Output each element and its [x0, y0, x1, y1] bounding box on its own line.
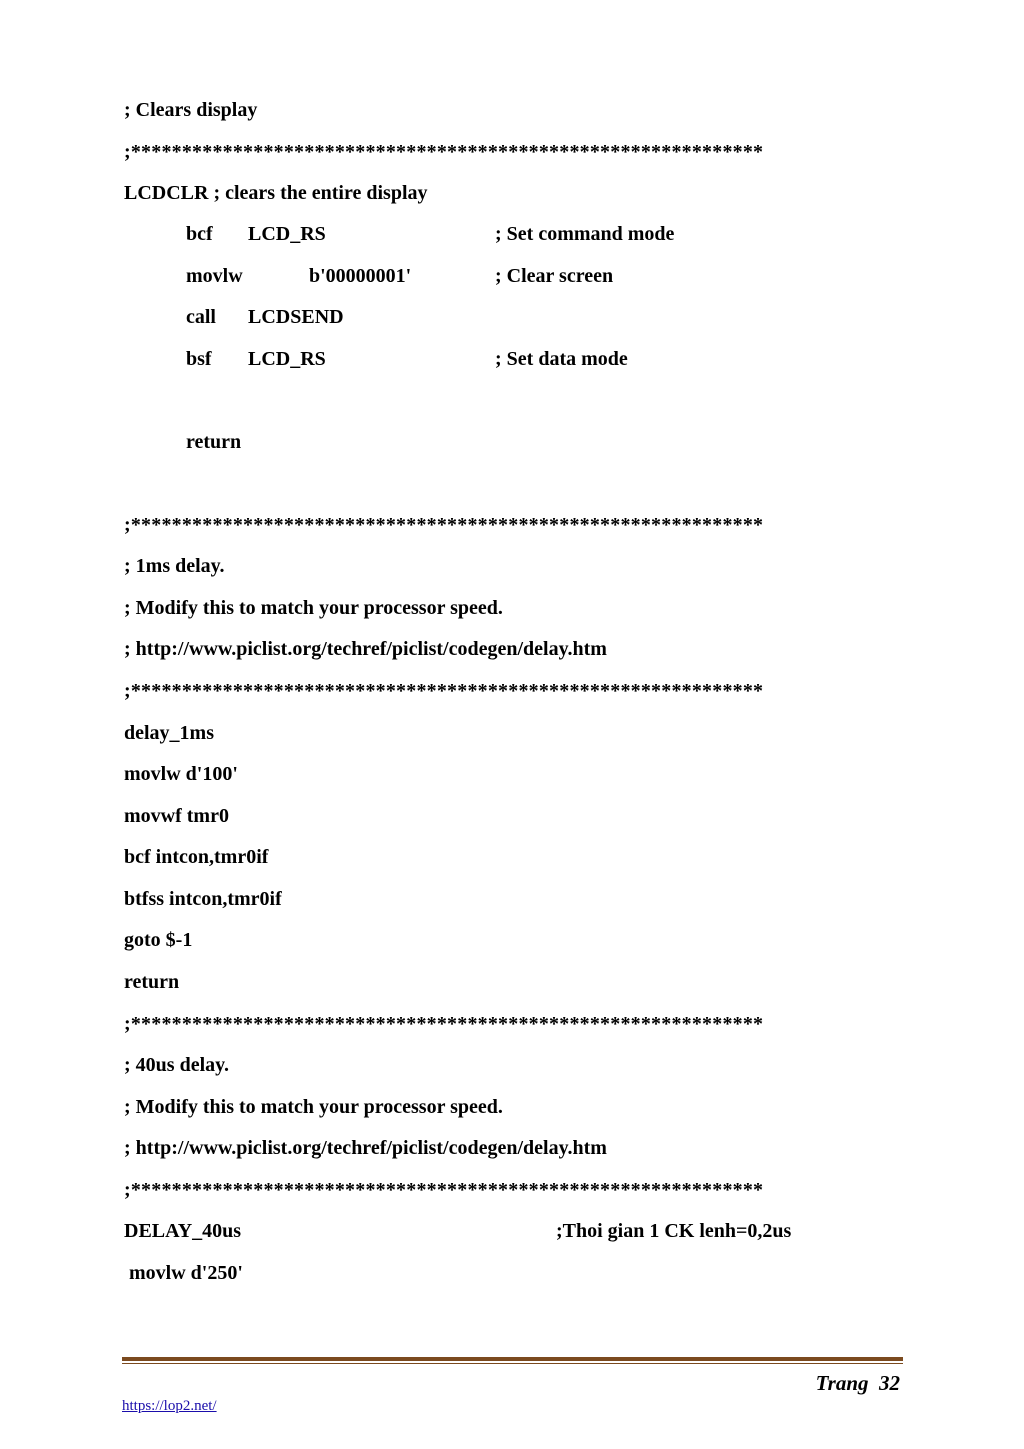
comment-modify-speed: ; Modify this to match your processor speed. [124, 1096, 503, 1118]
footer-link[interactable]: https://lop2.net/ [122, 1398, 217, 1414]
comment-40us-delay: ; 40us delay. [124, 1054, 230, 1076]
code-line: bcf intcon,tmr0if [124, 846, 269, 868]
opcode: call [186, 306, 216, 328]
lcdclr-return: return [186, 431, 242, 453]
separator-line: ;************************************************************** [124, 680, 764, 702]
inline-comment: ; Clear screen [495, 265, 614, 287]
opcode: bcf [186, 223, 213, 245]
inline-comment: ; Set data mode [495, 348, 628, 370]
comment-1ms-delay: ; 1ms delay. [124, 555, 225, 577]
delay-40us-comment: ;Thoi gian 1 CK lenh=0,2us [556, 1220, 792, 1242]
operand: LCD_RS [248, 223, 326, 245]
inline-comment: ; Set command mode [495, 223, 675, 245]
separator-line: ;************************************************************** [124, 141, 764, 163]
operand: LCDSEND [248, 306, 344, 328]
separator-line: ;************************************************************** [124, 1013, 764, 1035]
operand: LCD_RS [248, 348, 326, 370]
comment-url: ; http://www.piclist.org/techref/piclist/codegen/delay.htm [124, 638, 607, 660]
code-line: movwf tmr0 [124, 805, 229, 827]
comment-modify-speed: ; Modify this to match your processor speed. [124, 597, 503, 619]
code-line: goto $-1 [124, 929, 193, 951]
footer-rule [122, 1357, 903, 1361]
opcode: movlw [186, 265, 243, 287]
delay-1ms-label: delay_1ms [124, 722, 214, 744]
separator-line: ;************************************************************** [124, 514, 764, 536]
code-line: btfss intcon,tmr0if [124, 888, 282, 910]
operand: b'00000001' [309, 265, 412, 287]
code-line: movlw d'250' [124, 1262, 243, 1284]
footer-rule-thin [122, 1363, 903, 1364]
delay-40us-label: DELAY_40us [124, 1220, 242, 1242]
lcdclr-label-line: LCDCLR ; clears the entire display [124, 182, 428, 204]
page-number: Trang 32 [815, 1371, 900, 1395]
code-line: movlw d'100' [124, 763, 238, 785]
opcode: bsf [186, 348, 212, 370]
code-line: return [124, 971, 180, 993]
comment-url: ; http://www.piclist.org/techref/piclist/codegen/delay.htm [124, 1137, 607, 1159]
comment-clears-display: ; Clears display [124, 99, 258, 121]
separator-line: ;************************************************************** [124, 1179, 764, 1201]
